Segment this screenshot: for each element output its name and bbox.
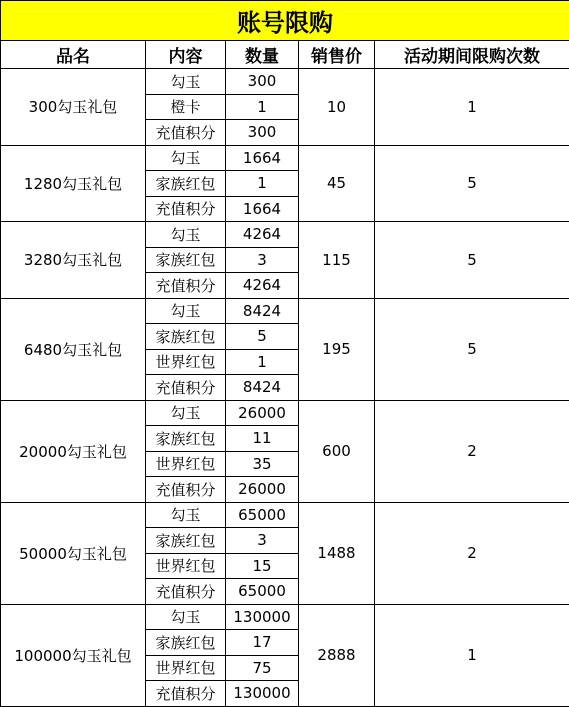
item-content: 世界红包 [146,451,226,477]
table-row [1,400,569,426]
header-row [1,41,569,69]
table-row [1,502,569,528]
item-quantity: 4264 [226,273,299,299]
item-quantity: 26000 [226,477,299,503]
item-content: 世界红包 [146,349,226,375]
item-content: 橙卡 [146,94,226,120]
package-limit: 5 [375,298,569,400]
column-header-name: 品名 [1,41,146,69]
package-price: 1488 [299,502,375,604]
item-quantity: 300 [226,120,299,146]
item-quantity: 26000 [226,400,299,426]
title-row [1,1,569,41]
package-limit: 2 [375,400,569,502]
item-quantity: 130000 [226,681,299,707]
item-content: 勾玉 [146,222,226,248]
item-content: 充值积分 [146,477,226,503]
item-content: 勾玉 [146,400,226,426]
item-quantity: 5 [226,324,299,350]
item-content: 家族红包 [146,171,226,197]
item-quantity: 1664 [226,196,299,222]
item-content: 家族红包 [146,630,226,656]
item-quantity: 4264 [226,222,299,248]
package-name: 1280勾玉礼包 [1,145,146,222]
package-limit: 2 [375,502,569,604]
item-quantity: 3 [226,528,299,554]
package-limit: 1 [375,604,569,706]
package-limit: 5 [375,222,569,299]
item-quantity: 1 [226,349,299,375]
item-quantity: 65000 [226,579,299,605]
item-content: 家族红包 [146,426,226,452]
table-row [1,222,569,248]
item-content: 勾玉 [146,604,226,630]
item-content: 充值积分 [146,120,226,146]
item-quantity: 300 [226,69,299,95]
table-row [1,604,569,630]
item-content: 勾玉 [146,145,226,171]
item-quantity: 3 [226,247,299,273]
package-name: 50000勾玉礼包 [1,502,146,604]
item-content: 家族红包 [146,324,226,350]
package-price: 10 [299,69,375,146]
package-price: 195 [299,298,375,400]
item-content: 充值积分 [146,681,226,707]
item-content: 充值积分 [146,579,226,605]
item-quantity: 1 [226,171,299,197]
package-price: 45 [299,145,375,222]
item-content: 家族红包 [146,247,226,273]
item-quantity: 130000 [226,604,299,630]
package-limit: 5 [375,145,569,222]
package-name: 20000勾玉礼包 [1,400,146,502]
package-price: 600 [299,400,375,502]
item-content: 充值积分 [146,196,226,222]
table-row [1,145,569,171]
item-quantity: 17 [226,630,299,656]
package-name: 3280勾玉礼包 [1,222,146,299]
item-quantity: 65000 [226,502,299,528]
table-row [1,69,569,95]
table-title: 账号限购 [1,1,569,41]
item-content: 充值积分 [146,273,226,299]
item-quantity: 8424 [226,375,299,401]
item-quantity: 35 [226,451,299,477]
item-quantity: 1 [226,94,299,120]
item-content: 勾玉 [146,69,226,95]
package-price: 2888 [299,604,375,706]
item-content: 充值积分 [146,375,226,401]
item-quantity: 15 [226,553,299,579]
column-header-content: 内容 [146,41,226,69]
item-quantity: 75 [226,655,299,681]
item-content: 家族红包 [146,528,226,554]
column-header-limit: 活动期间限购次数 [375,41,569,69]
item-quantity: 8424 [226,298,299,324]
package-name: 100000勾玉礼包 [1,604,146,706]
column-header-price: 销售价 [299,41,375,69]
package-limit: 1 [375,69,569,146]
item-quantity: 1664 [226,145,299,171]
item-content: 勾玉 [146,502,226,528]
package-price: 115 [299,222,375,299]
table-body [1,1,569,707]
table-row [1,298,569,324]
item-content: 世界红包 [146,655,226,681]
item-content: 勾玉 [146,298,226,324]
column-header-quantity: 数量 [226,41,299,69]
package-name: 300勾玉礼包 [1,69,146,146]
package-name: 6480勾玉礼包 [1,298,146,400]
item-content: 世界红包 [146,553,226,579]
item-quantity: 11 [226,426,299,452]
